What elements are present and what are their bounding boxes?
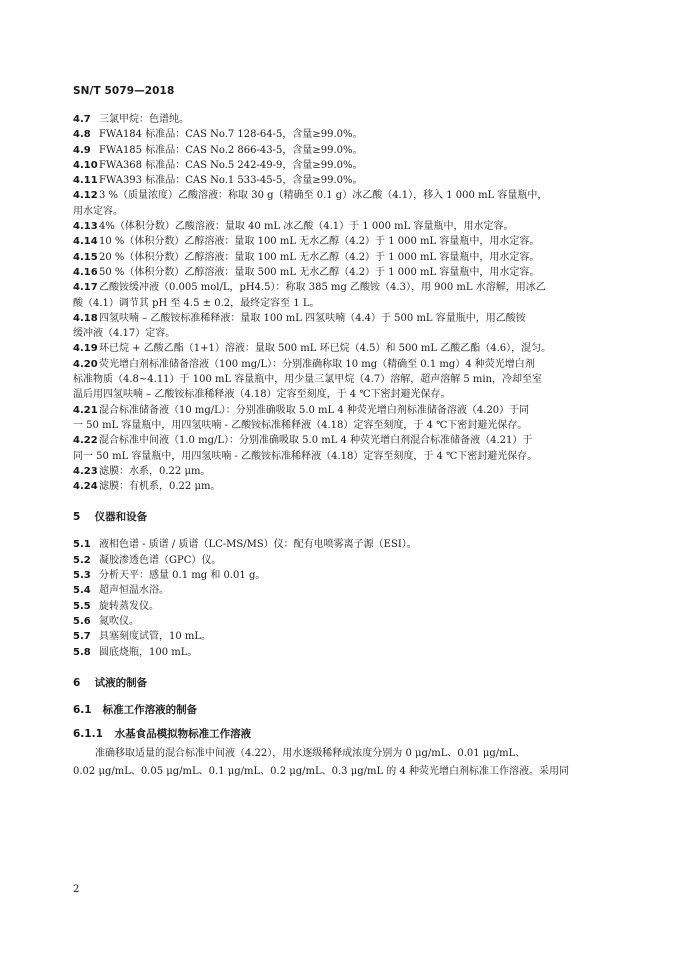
subsection-title: 标准工作溶液的制备	[102, 703, 198, 716]
clause-text: 超声恒温水浴。	[99, 585, 169, 597]
equipment-item	[73, 614, 609, 629]
clause-number: 5.6	[73, 615, 91, 627]
clause-text: 分析天平：感量 0.1 mg 和 0.01 g。	[99, 570, 266, 582]
equipment-item	[73, 583, 609, 598]
subsection-number: 6.1.1	[73, 727, 103, 740]
clause-line	[73, 403, 609, 418]
paragraph-line: 0.02 μg/mL、0.05 μg/mL、0.1 μg/mL、0.2 μg/mL、0.3 μg/mL 的 4 种荧光增白剂标准工作溶液。采用同	[73, 766, 569, 778]
clause-number: 4.22	[73, 435, 98, 447]
clause-text: 三氯甲烷：色谱纯。	[99, 114, 189, 125]
clause-continuation-line	[73, 326, 609, 341]
clause-text: 液相色谱 - 质谱 / 质谱（LC-MS/MS）仪：配有电喷雾离子源（ESI）。	[99, 539, 417, 551]
clause-continuation-line	[73, 372, 609, 387]
clause-line	[73, 219, 609, 234]
clause-continuation-line	[73, 387, 609, 402]
clause-line	[73, 311, 609, 326]
paragraph-line: 准确移取适量的混合标准中间液（4.22），用水逐级稀释成浓度分别为 0 μg/mL、0.01 μg/mL、	[95, 747, 526, 759]
clause-line	[73, 158, 609, 173]
clause-text: 凝胶渗透色谱（GPC）仪。	[99, 554, 222, 566]
clause-number: 4.19	[73, 343, 98, 355]
section-number: 6	[73, 676, 81, 689]
clause-number: 4.14	[73, 236, 98, 248]
clause-text: 环已烷 + 乙酸乙酯（1+1）溶液：量取 500 mL 环已烷（4.5）和 500 mL 乙酸乙酯（4.6），混匀。	[99, 343, 552, 355]
page-number: 2	[73, 884, 80, 895]
clause-number: 4.9	[73, 144, 91, 156]
clause-text: 4%（体积分数）乙酸溶液：量取 40 mL 冰乙酸（4.1）于 1 000 mL 容量瓶中，用水定容。	[99, 221, 514, 233]
clause-number: 4.7	[73, 114, 91, 125]
clause-text: 50 %（体积分数）乙醇溶液：量取 500 mL 无水乙醇（4.2）于 1 000 mL 容量瓶中，用水定容。	[99, 266, 540, 278]
clause-line	[73, 357, 609, 372]
clause-line	[73, 341, 609, 356]
standard-code: SN/T 5079—2018	[73, 85, 175, 97]
clause-number: 5.7	[73, 631, 91, 643]
clause-number: 4.18	[73, 312, 98, 324]
clause-text: 滤膜：有机系，0.22 μm。	[99, 481, 221, 493]
section-6-heading	[73, 676, 609, 691]
clause-text: 氮吹仪。	[99, 615, 139, 627]
clause-line	[73, 188, 609, 203]
clause-line	[73, 280, 609, 295]
clause-text: FWA185 标准品：CAS No.2 866-43-5，含量≥99.0%。	[99, 144, 363, 156]
clause-text: 具塞刻度试管，10 mL。	[99, 631, 212, 643]
clause-number: 5.4	[73, 585, 91, 597]
clause-line	[73, 127, 609, 142]
equipment-item	[73, 629, 609, 644]
clause-text: 20 %（体积分数）乙醇溶液：量取 100 mL 无水乙醇（4.2）于 1 000 mL 容量瓶中，用水定容。	[99, 251, 540, 263]
clause-text: 旋转蒸发仪。	[99, 600, 159, 612]
clause-number: 5.5	[73, 600, 91, 612]
clause-text: 3 %（质量浓度）乙酸溶液：称取 30 g（精确至 0.1 g）冰乙酸（4.1），移入 1 000 mL 容量瓶中，	[99, 190, 548, 202]
clause-number: 4.11	[73, 175, 98, 187]
clause-text: 10 %（体积分数）乙醇溶液：量取 100 mL 无水乙醇（4.2）于 1 000 mL 容量瓶中，用水定容。	[99, 236, 540, 248]
clause-number: 5.8	[73, 646, 91, 658]
clause-number: 4.8	[73, 129, 91, 141]
clause-line	[73, 265, 609, 280]
section-title: 仪器和设备	[94, 511, 148, 524]
subsection-title: 水基食品模拟物标准工作溶液	[114, 727, 252, 740]
clause-line	[73, 464, 609, 479]
clause-number: 5.3	[73, 570, 91, 582]
clause-text: FWA393 标准品：CAS No.1 533-45-5，含量≥99.0%。	[99, 175, 363, 187]
clause-text: 一 50 mL 容量瓶中，用四氢呋喃 - 乙酸铵标准稀释液（4.18）定容至刻度，于 4 ℃下密封避光保存。	[73, 419, 528, 431]
clause-line	[73, 112, 609, 127]
clause-number: 4.21	[73, 404, 98, 416]
clause-number: 5.1	[73, 539, 91, 551]
clause-number: 4.17	[73, 282, 98, 294]
clause-text: 滤膜：水系，0.22 μm。	[99, 465, 211, 477]
clause-number: 4.13	[73, 221, 98, 233]
clause-line	[73, 433, 609, 448]
clause-text: 温后用四氢呋喃 – 乙酸铵标准稀释液（4.18）定容至刻度，于 4 ℃下密封避光保存。	[73, 389, 451, 401]
clause-number: 4.24	[73, 481, 98, 493]
equipment-item	[73, 537, 609, 552]
equipment-item	[73, 645, 609, 660]
clause-text: 酸（4.1）调节其 pH 至 4.5 ± 0.2，最终定容至 1 L。	[73, 297, 320, 309]
clause-number: 4.20	[73, 358, 98, 370]
subsection-number: 6.1	[73, 703, 92, 716]
clause-text: 荧光增白剂标准储备溶液（100 mg/L）：分别准确称取 10 mg（精确至 0.1 mg）4 种荧光增白剂	[99, 358, 535, 370]
clause-line	[73, 234, 609, 249]
clause-continuation-line	[73, 296, 609, 311]
clause-continuation-line	[73, 418, 609, 433]
page-content	[73, 112, 609, 782]
section-5-heading	[73, 510, 609, 525]
clause-line	[73, 143, 609, 158]
section-title: 试液的制备	[94, 676, 148, 689]
clause-line	[73, 479, 609, 494]
equipment-item	[73, 568, 609, 583]
clause-text: 混合标准中间液（1.0 mg/L）：分别准确吸取 5.0 mL 4 种荧光增白剂混合标准储备液（4.21）于	[99, 435, 533, 447]
section-number: 5	[73, 511, 81, 524]
clause-number: 4.16	[73, 266, 98, 278]
clause-number: 4.15	[73, 251, 98, 263]
clause-number: 4.10	[73, 159, 98, 171]
clause-text: 四氢呋喃 – 乙酸铵标准稀释液：量取 100 mL 四氢呋喃（4.4）于 500 mL 容量瓶中，用乙酸铵	[99, 312, 526, 324]
clause-text: 混合标准储备液（10 mg/L）：分别准确吸取 5.0 mL 4 种荧光增白剂标准储备溶液（4.20）于同	[99, 404, 530, 416]
clause-line	[73, 250, 609, 265]
subsection-6-1-1-heading	[73, 727, 609, 742]
clause-number: 5.2	[73, 554, 91, 566]
clause-number: 4.12	[73, 190, 98, 202]
clause-line	[73, 173, 609, 188]
clause-text: 乙酸铵缓冲液（0.005 mol/L，pH4.5）：称取 385 mg 乙酸铵（4.3），用 900 mL 水溶解，用冰乙	[99, 282, 546, 294]
clause-number: 4.23	[73, 465, 98, 477]
equipment-item	[73, 599, 609, 614]
subsection-6-1-heading	[73, 703, 609, 718]
clause-continuation-line	[73, 449, 609, 464]
clause-text: 用水定容。	[73, 205, 123, 217]
clause-text: 同一 50 mL 容量瓶中，用四氢呋喃 - 乙酸铵标准稀释液（4.18）定容至刻度，于 4 ℃下密封避光保存。	[73, 450, 538, 462]
clause-text: 圆底烧瓶，100 mL。	[99, 646, 198, 658]
clause-text: FWA368 标准品：CAS No.5 242-49-9，含量≥99.0%。	[99, 159, 363, 171]
equipment-item	[73, 553, 609, 568]
clause-text: 缓冲液（4.17）定容。	[73, 328, 176, 340]
clause-text: 标准物质（4.8~4.11）于 100 mL 容量瓶中，用少量三氯甲烷（4.7）溶解，超声溶解 5 min，冷却至室	[73, 374, 543, 386]
equipment-list	[73, 537, 609, 659]
clause-text: FWA184 标准品：CAS No.7 128-64-5，含量≥99.0%。	[99, 129, 363, 141]
reagent-list	[73, 112, 609, 494]
clause-continuation-line	[73, 204, 609, 219]
